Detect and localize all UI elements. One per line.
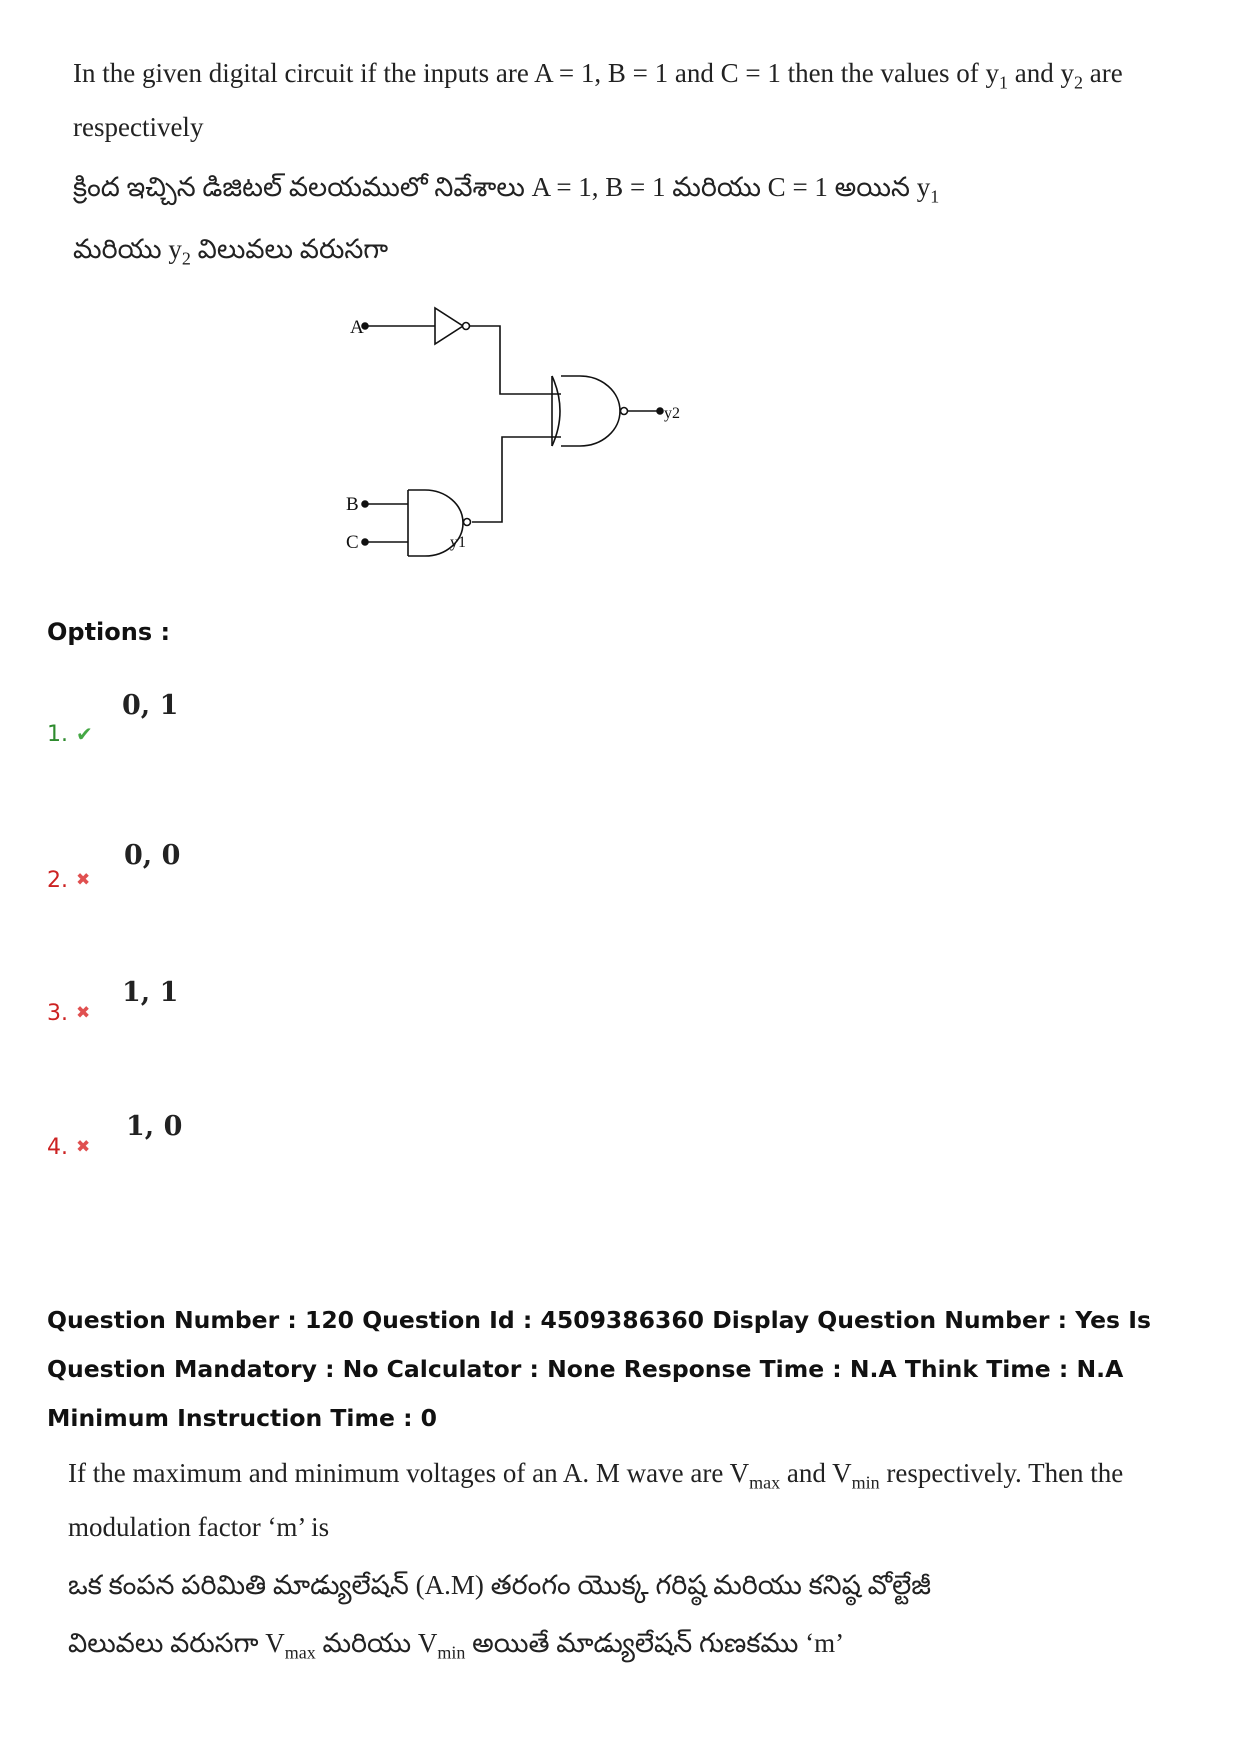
- output-y2-node: [657, 408, 663, 414]
- option-4-number: [47, 1135, 90, 1160]
- label-y2: y2: [664, 405, 680, 422]
- input-nand-bubble: [464, 519, 471, 526]
- option-2-num-text: 2.: [47, 868, 68, 893]
- label-c: C: [346, 532, 359, 553]
- option-3-value[interactable]: 1, 1: [122, 977, 179, 1008]
- option-1-number: [47, 722, 93, 747]
- question2-te-line2: [68, 1628, 844, 1666]
- q1-en-l1-mid: and y: [1008, 58, 1074, 88]
- q2-l4-s2: min: [437, 1642, 466, 1663]
- question2-en-line1: [68, 1458, 1123, 1493]
- q1-te-l2-text: మరియు y: [73, 234, 182, 264]
- question-text-te-line1: [73, 172, 939, 210]
- q1-te-l1-text: క్రింద ఇచ్చిన డిజిటల్ వలయములో నివేశాలు A = 1, B = 1 మరియు C = 1 అయిన y: [73, 172, 931, 202]
- q2-l1-a: If the maximum and minimum voltages of an A. M wave are V: [68, 1458, 750, 1488]
- option-3-num-text: 3.: [47, 1001, 68, 1026]
- q2-l1-s2: min: [851, 1472, 880, 1493]
- label-a: A: [350, 317, 364, 338]
- not-gate: [435, 308, 463, 344]
- option-2-number: [47, 868, 90, 893]
- question-text-en-line1: [73, 58, 1123, 93]
- q1-te-l2-sub: 2: [181, 248, 191, 269]
- cross-icon: ✖: [76, 870, 91, 890]
- q2-l4-s1: max: [284, 1642, 316, 1663]
- question-meta-info: Question Number : 120 Question Id : 4509386360 Display Question Number : Yes Is Question Mandatory : No Calculator : None Response Time : N.A Think Time : N.A Minimum Instruction Time : 0: [47, 1306, 1151, 1432]
- q1-te-l2-tail: విలువలు వరుసగా: [190, 234, 389, 264]
- cross-icon: ✖: [76, 1137, 91, 1157]
- q1-en-l1-tail: are: [1083, 58, 1123, 88]
- q2-l1-s1: max: [749, 1472, 781, 1493]
- q1-en-l2-text: respectively: [73, 112, 204, 142]
- output-nand-bubble: [621, 408, 628, 415]
- q2-l4-b: మరియు V: [315, 1628, 438, 1658]
- question-text-te-line2: [73, 234, 388, 272]
- question2-en-line2: [68, 1512, 329, 1543]
- option-1-value[interactable]: 0, 1: [122, 690, 179, 721]
- q1-en-l1-text: In the given digital circuit if the inputs are A = 1, B = 1 and C = 1 then the values of y: [73, 58, 1000, 88]
- output-nand-gate: [552, 376, 620, 446]
- question2-te-line1: [68, 1570, 931, 1608]
- label-b: B: [346, 494, 359, 515]
- question-text-en-line2: [73, 112, 203, 143]
- label-y1: y1: [450, 534, 466, 551]
- options-heading: Options :: [47, 618, 171, 646]
- logic-circuit-diagram: [330, 290, 690, 570]
- option-4-num-text: 4.: [47, 1135, 68, 1160]
- q2-l2: modulation factor ‘m’ is: [68, 1512, 330, 1542]
- option-1-num-text: 1.: [47, 722, 68, 747]
- q2-l3: ఒక కంపన పరిమితి మాడ్యులేషన్ (A.M) తరంగం యొక్క గరిష్ఠ మరియు కనిష్ఠ వోల్టేజీ: [68, 1570, 932, 1600]
- not-gate-bubble: [463, 323, 470, 330]
- cross-icon: ✖: [76, 1003, 91, 1023]
- q1-en-l1-sub1: 1: [999, 72, 1009, 93]
- check-icon: ✔: [76, 722, 93, 746]
- q1-te-l1-sub: 1: [930, 186, 940, 207]
- option-3-number: [47, 1001, 90, 1026]
- q2-l4-c: అయితే మాడ్యులేషన్ గుణకము ‘m’: [465, 1628, 845, 1658]
- q2-l4-a: విలువలు వరుసగా V: [68, 1628, 285, 1658]
- q2-l1-c: respectively. Then the: [879, 1458, 1124, 1488]
- option-4-value[interactable]: 1, 0: [126, 1111, 183, 1142]
- option-2-value[interactable]: 0, 0: [124, 840, 181, 871]
- q2-l1-b: and V: [780, 1458, 852, 1488]
- q1-en-l1-sub2: 2: [1074, 72, 1083, 93]
